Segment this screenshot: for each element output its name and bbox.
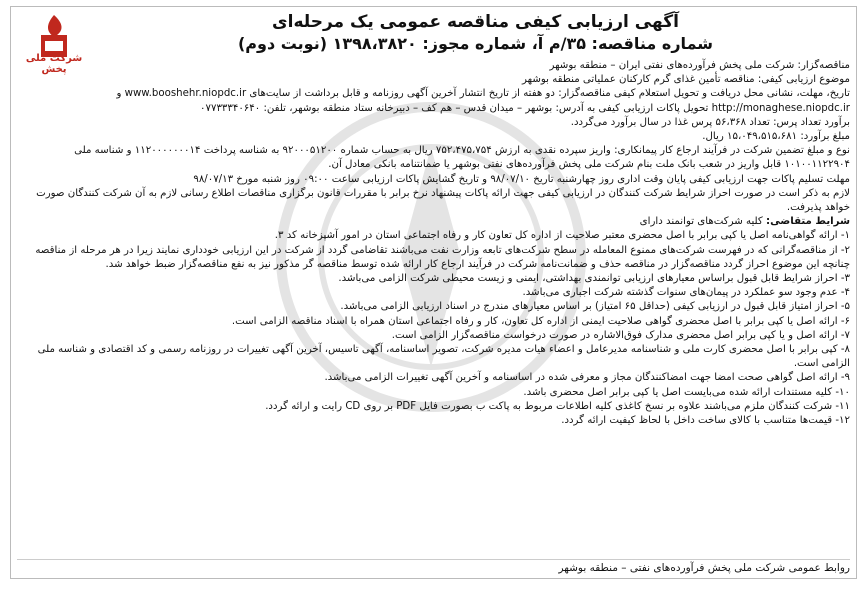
notice-header — [101, 9, 850, 55]
requirement-item: ۶- ارائه اصل یا کپی برابر با اصل محضری گواهی صلاحیت ایمنی از اداره کل تعاون، کار و رفاه اجتماعی استان همراه با اسناد مناقصه الزامی است. — [231, 315, 850, 327]
requirement-item: ۲- از مناقصه‌گرانی که در فهرست شرکت‌های ممنوع المعامله در سطح شرکت‌های تابعه وزارت نفت می‌باشند تقاضامی گردد از شرکت در این ارزیابی خودداری نمایند زیرا در هر مرحله از مناقصه چنانچه این موضوع احراز گردد مناقصه‌گزار در مناقصه حذف و ضمانت‌نامه شرکت در فرآیند ارجاع کار ارائه شده توسط مناقصه گر مذکور نیز به نفع مناقصه‌گزار ضبط خواهد شد. — [35, 244, 850, 270]
footer-signature: روابط عمومی شرکت ملی پخش فرآورده‌های نفتی – منطقه بوشهر — [17, 559, 850, 574]
requirement-item: ۷- ارائه اصل و یا کپی برابر اصل محضری مدارک فوق‌الاشاره در صورت درخواست مناقصه‌گزار الزامی است. — [391, 329, 850, 341]
requirement-item: ۱۲- قیمت‌ها متناسب با کالای ساخت داخل با لحاظ کیفیت ارائه گردد. — [561, 415, 850, 427]
tender-number-line: شماره مناقصه: ۳۵/م آ، شماره مجوز: ۱۳۹۸،۳۸۲۰ (نوبت دوم) — [237, 34, 714, 53]
paragraph-portion-estimate: برآورد تعداد پرس: تعداد ۵۶،۳۶۸ پرس غذا در سال برآورد می‌گردد. — [570, 116, 850, 128]
paragraph-subject: موضوع ارزیابی کیفی: مناقصه تأمین غذای گرم کارکنان عملیاتی منطقه بوشهر — [522, 74, 850, 86]
paragraph-estimate-amount: مبلغ برآورد: ۱۵،۰۴۹،۵۱۵،۶۸۱ ریال. — [702, 131, 850, 143]
logo-caption: شرکت ملی پخش — [25, 53, 83, 75]
requirements-heading: شرایط متقاضی: — [766, 216, 850, 228]
paragraph-deadline-address: تاریخ، مهلت، نشانی محل دریافت و تحویل استعلام کیفی مناقصه‌گزار: دو هفته از تاریخ انتشار آخرین آگهی روزنامه و قابل برداشت از سایت‌های www.booshehr.niopdc.ir و http://monaghese.niopdc.ir تحویل پاکات ارزیابی کیفی به آدرس: بوشهر – میدان قدس – هم کف – دبیرخانه ستاد منطقه بوشهر، تلفن: ۰۷۷۳۳۳۴۰۶۴۰ — [116, 88, 850, 114]
requirement-item: ۱- ارائه گواهی‌نامه اصل یا کپی برابر با اصل محضری معتبر صلاحیت از اداره کل تعاون کار و رفاه اجتماعی استان در امور آشپزخانه کد ۳. — [274, 230, 850, 242]
requirement-item: ۱۱- شرکت کنندگان ملزم می‌باشند علاوه بر نسخ کاغذی کلیه اطلاعات مربوط به پاکت ب بصورت فایل PDF بر روی CD رایت و ارائه گردد. — [265, 400, 850, 412]
notice-page — [10, 6, 857, 579]
requirement-item: ۴- عدم وجود سو عملکرد در پیمان‌های سنوات گذشته شرکت اجباری می‌باشد. — [522, 287, 850, 299]
notice-body — [17, 59, 850, 428]
paragraph-tenderer: مناقصه‌گزار: شرکت ملی پخش فرآورده‌های نفتی ایران – منطقه بوشهر — [549, 60, 850, 71]
requirement-item: ۹- ارائه اصل گواهی صحت امضا جهت امضاکنندگان مجاز و معرفی شده در اساسنامه و آخرین آگهی تغییرات الزامی می‌باشد. — [324, 372, 850, 384]
requirement-item: ۳- احراز شرایط قابل قبول براساس معیارهای ارزیابی توانمندی بهداشتی، ایمنی و زیست محیطی شرکت الزامی می‌باشد. — [338, 273, 850, 285]
requirements-heading-line — [17, 215, 850, 229]
requirement-item: ۵- احراز امتیاز قابل قبول در ارزیابی کیفی (حداقل ۶۵ امتیاز) بر اساس معیارهای مندرج در اسناد ارزیابی الزامی می‌باشد. — [340, 301, 850, 313]
paragraph-submission-dates: مهلت تسلیم پاکات جهت ارزیابی کیفی پایان وقت اداری روز چهارشنبه تاریخ ۹۸/۰۷/۱۰ و تاریخ گشایش پاکات ارزیابی ساعت ۰۹:۰۰ روز شنبه مورخ ۹۸/۰۷/۱۳ — [193, 173, 850, 185]
requirement-item: ۸- کپی برابر با اصل محضری کارت ملی و شناسنامه مدیرعامل و اعضاء هیات مدیره شرکت، تصویر اساسنامه، آگهی تاسیس، آخرین آگهی تغییرات در روزنامه رسمی و کد اقتصادی و شناسه ملی الزامی است. — [37, 344, 850, 370]
requirements-intro: کلیه شرکت‌های توانمند دارای — [639, 216, 763, 228]
paragraph-note: لازم به ذکر است در صورت احراز شرایط شرکت کنندگان در ارزیابی کیفی جهت ارائه پاکات پیشنهاد نرخ برابر با مقررات قانون برگزاری مناقصات اطلاع رسانی لازم به آن شرکت کنندگان صورت خواهد پذیرفت. — [36, 187, 850, 214]
notice-title: آگهی ارزیابی کیفی مناقصه عمومی یک مرحله‌ای — [272, 12, 679, 32]
paragraph-guarantee: نوع و مبلغ تضمین شرکت در فرآیند ارجاع کار پیمانکاری: واریز سپرده نقدی به ارزش ۷۵۲،۴۷۵،۷۵۴ ریال به حساب شماره ۹۲۰۰۰۵۱۲۰۰ به شناسه پرداخت ۱۱۲۰۰۰۰۰۰۰۱۴ و شناسه ملی ۱۰۱۰۰۱۱۲۲۹۰۴ قابل واریز در شعب بانک ملت بنام شرکت ملی پخش فرآورده‌های نفتی بوشهر یا ضمانتنامه بانکی معادل آن. — [74, 145, 850, 171]
requirement-item: ۱۰- کلیه مستندات ارائه شده می‌بایست اصل یا کپی برابر اصل محضری باشد. — [523, 386, 850, 398]
